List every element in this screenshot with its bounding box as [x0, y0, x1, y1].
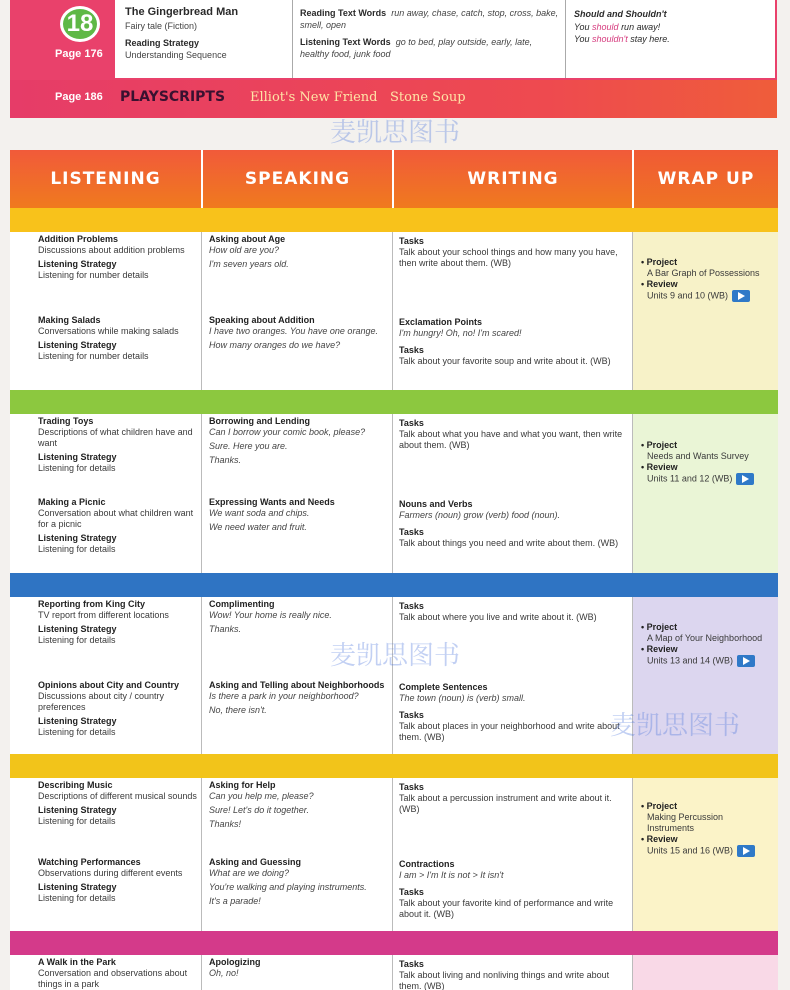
writing-task: Talk about living and nonliving things and write about them. (WB) — [399, 970, 610, 990]
listening-title: Watching Performances — [38, 857, 141, 867]
playscript-story-1: Elliot's New Friend — [250, 90, 378, 105]
speaking-example: Can you help me, please? — [209, 791, 314, 801]
speaking-example: No, there isn't. — [209, 705, 267, 715]
speaking-title: Asking about Age — [209, 234, 286, 244]
listening-strategy-label: Listening Strategy — [38, 805, 117, 815]
column-header-writing: WRITING — [394, 150, 632, 208]
listening-description: Discussions about city / country preferences — [38, 691, 165, 712]
speaking-title: Asking for Help — [209, 780, 276, 790]
listening-cell — [38, 315, 198, 362]
listening-words: Listening Text Words go to bed, play outside, early, late, healthy food, junk food — [300, 37, 533, 59]
column-divider — [392, 778, 393, 931]
review-label: • Review — [641, 833, 678, 844]
project-description: Needs and Wants Survey — [647, 450, 749, 461]
listening-cell — [38, 780, 198, 827]
column-header-speaking: SPEAKING — [203, 150, 392, 208]
listening-strategy-label: Listening Strategy — [38, 533, 117, 543]
speaking-title: Asking and Telling about Neighborhoods — [209, 680, 385, 690]
speaking-example: You're walking and playing instruments. — [209, 882, 367, 892]
column-divider — [632, 597, 633, 754]
writing-task: Talk about places in your neighborhood and write about them. (WB) — [399, 721, 620, 742]
speaking-title: Speaking about Addition — [209, 315, 315, 325]
writing-cell — [399, 236, 627, 269]
speaking-example: Can I borrow your comic book, please? — [209, 427, 366, 437]
listening-strategy-label: Listening Strategy — [38, 882, 117, 892]
writing-grammar-title: Exclamation Points — [399, 317, 483, 327]
listening-title: Trading Toys — [38, 416, 94, 426]
story-genre: Fairy tale (Fiction) — [125, 21, 198, 31]
writing-tasks-label: Tasks — [399, 782, 424, 792]
writing-grammar-title: Contractions — [399, 859, 455, 869]
speaking-cell — [209, 416, 387, 466]
reading-words: Reading Text Words run away, chase, catch, stop, cross, bake, smell, open — [300, 8, 559, 30]
listening-cell — [38, 416, 198, 474]
wrap-up-panel — [633, 778, 778, 931]
column-divider — [632, 778, 633, 931]
column-divider — [632, 955, 633, 990]
column-divider — [392, 414, 393, 573]
listening-description: Conversation and observations about things in a park — [38, 968, 188, 989]
writing-task: Talk about your favorite soup and write about it. (WB) — [399, 356, 611, 366]
speaking-example: Wow! Your home is really nice. — [209, 610, 332, 620]
wrap-up-cell — [641, 622, 771, 667]
speaking-cell — [209, 780, 387, 830]
column-divider — [392, 955, 393, 990]
listening-title: Addition Problems — [38, 234, 119, 244]
writing-tasks-label: Tasks — [399, 345, 424, 355]
review-label: • Review — [641, 643, 678, 654]
play-video-icon[interactable] — [736, 473, 754, 485]
watermark: 麦凯思图书 — [610, 711, 741, 741]
project-description: A Map of Your Neighborhood — [647, 632, 763, 643]
project-label: • Project — [641, 800, 678, 811]
column-divider — [201, 778, 202, 931]
wrap-up-cell — [641, 440, 771, 485]
review-description: Units 13 and 14 (WB) — [647, 654, 734, 665]
writing-cell — [399, 859, 627, 920]
writing-task: Talk about things you need and write about them. (WB) — [399, 538, 619, 548]
column-divider — [201, 414, 202, 573]
listening-cell — [38, 234, 198, 281]
unit-band-1 — [10, 208, 778, 232]
review-line — [641, 473, 771, 485]
wrap-up-panel — [633, 414, 778, 573]
speaking-example: Is there a park in your neighborhood? — [209, 691, 359, 701]
speaking-example: What are we doing? — [209, 868, 290, 878]
column-divider — [201, 232, 202, 390]
listening-description: Conversation about what children want for a picnic — [38, 508, 194, 529]
review-description: Units 9 and 10 (WB) — [647, 290, 729, 301]
speaking-cell — [209, 315, 387, 351]
story-title: The Gingerbread Man — [125, 6, 239, 18]
unit-page-label: Page 176 — [55, 48, 103, 60]
project-label: • Project — [641, 621, 678, 632]
listening-title: Describing Music — [38, 780, 113, 790]
writing-cell — [399, 601, 627, 623]
speaking-example: It's a parade! — [209, 896, 261, 906]
speaking-example: Oh, no! — [209, 968, 239, 978]
listening-description: TV report from different locations — [38, 610, 169, 620]
reading-strategy-label: Reading Strategy — [125, 38, 200, 48]
writing-grammar-example: I'm hungry! Oh, no! I'm scared! — [399, 328, 522, 338]
writing-task: Talk about your favorite kind of performance and write about it. (WB) — [399, 898, 614, 919]
column-header-wrap-up: WRAP UP — [634, 150, 778, 208]
project-label: • Project — [641, 439, 678, 450]
speaking-example: We need water and fruit. — [209, 522, 307, 532]
speaking-example: Sure. Here you are. — [209, 441, 288, 451]
listening-description: Descriptions of what children have and want — [38, 427, 193, 448]
writing-cell — [399, 959, 627, 990]
listening-description: Descriptions of different musical sounds — [38, 791, 197, 801]
writing-tasks-label: Tasks — [399, 710, 424, 720]
divider — [565, 0, 566, 78]
writing-cell — [399, 782, 627, 815]
divider — [292, 0, 293, 78]
grammar-example-2: You shouldn't stay here. — [574, 34, 670, 44]
speaking-title: Borrowing and Lending — [209, 416, 310, 426]
review-description: Units 11 and 12 (WB) — [647, 472, 733, 483]
writing-task: Talk about what you have and what you want, then write about them. (WB) — [399, 429, 623, 450]
writing-tasks-label: Tasks — [399, 527, 424, 537]
writing-task: Talk about your school things and how many you have, then write about them. (WB) — [399, 247, 618, 268]
column-divider — [392, 232, 393, 390]
column-divider — [201, 955, 202, 990]
writing-grammar-example: I am > I'm It is not > It isn't — [399, 870, 504, 880]
speaking-example: I have two oranges. You have one orange. — [209, 326, 378, 336]
speaking-example: Thanks! — [209, 819, 242, 829]
unit-band-5 — [10, 931, 778, 955]
listening-strategy: Listening for details — [38, 816, 116, 826]
listening-strategy: Listening for details — [38, 635, 116, 645]
review-line — [641, 845, 771, 857]
listening-strategy: Listening for number details — [38, 351, 149, 361]
listening-cell — [38, 497, 198, 555]
playscripts-page: Page 186 — [55, 91, 103, 103]
unit-band-2 — [10, 390, 778, 414]
listening-title: Making Salads — [38, 315, 101, 325]
review-label: • Review — [641, 461, 678, 472]
speaking-title: Asking and Guessing — [209, 857, 302, 867]
project-description: A Bar Graph of Possessions — [647, 268, 760, 278]
writing-grammar-example: Farmers (noun) grow (verb) food (noun). — [399, 510, 561, 520]
speaking-example: I'm seven years old. — [209, 259, 289, 269]
listening-description: Observations during different events — [38, 868, 183, 878]
playscripts-label: PLAYSCRIPTS — [120, 89, 226, 105]
writing-task: Talk about where you live and write about it. (WB) — [399, 612, 597, 622]
listening-description: Discussions about addition problems — [38, 245, 185, 255]
scope-sequence-table — [10, 150, 778, 990]
watermark: 麦凯思图书 — [330, 118, 461, 148]
writing-grammar-example: The town (noun) is (verb) small. — [399, 693, 526, 703]
listening-strategy-label: Listening Strategy — [38, 452, 117, 462]
speaking-example: Thanks. — [209, 624, 242, 634]
writing-cell — [399, 499, 627, 549]
wrap-up-panel — [633, 232, 778, 390]
speaking-cell — [209, 857, 387, 907]
writing-task: Talk about a percussion instrument and write about it. (WB) — [399, 793, 612, 814]
wrap-up-panel — [633, 955, 778, 990]
listening-description: Conversations while making salads — [38, 326, 179, 336]
play-video-icon[interactable] — [737, 655, 755, 667]
unit-band-4 — [10, 754, 778, 778]
listening-title: Reporting from King City — [38, 599, 145, 609]
speaking-example: Thanks. — [209, 455, 242, 465]
speaking-cell — [209, 497, 387, 533]
listening-strategy: Listening for details — [38, 727, 116, 737]
unit-band-3 — [10, 573, 778, 597]
writing-cell — [399, 317, 627, 367]
playscript-story-2: Stone Soup — [390, 90, 466, 105]
play-video-icon[interactable] — [732, 290, 750, 302]
wrap-up-panel — [633, 597, 778, 754]
listening-strategy: Listening for details — [38, 893, 116, 903]
writing-grammar-title: Complete Sentences — [399, 682, 488, 692]
project-label: • Project — [641, 257, 678, 267]
column-divider — [201, 597, 202, 754]
project-description: Making Percussion Instruments — [647, 811, 724, 833]
listening-title: Opinions about City and Country — [38, 680, 179, 690]
listening-strategy-label: Listening Strategy — [38, 716, 117, 726]
speaking-cell — [209, 234, 387, 270]
speaking-example: Sure! Let's do it together. — [209, 805, 309, 815]
unit-number-badge: 18 — [60, 6, 100, 42]
writing-tasks-label: Tasks — [399, 959, 424, 969]
writing-tasks-label: Tasks — [399, 236, 424, 246]
speaking-cell — [209, 957, 387, 982]
column-divider — [632, 414, 633, 573]
play-video-icon[interactable] — [737, 845, 755, 857]
speaking-title: Apologizing — [209, 957, 261, 967]
speaking-cell — [209, 599, 387, 635]
column-divider — [632, 232, 633, 390]
listening-strategy: Listening for number details — [38, 270, 149, 280]
listening-strategy: Listening for details — [38, 463, 116, 473]
listening-title: A Walk in the Park — [38, 957, 116, 967]
watermark: 麦凯思图书 — [330, 641, 461, 671]
listening-cell — [38, 680, 198, 738]
speaking-title: Expressing Wants and Needs — [209, 497, 335, 507]
writing-cell — [399, 682, 627, 743]
speaking-cell — [209, 680, 387, 716]
column-header-listening: LISTENING — [10, 150, 201, 208]
listening-title: Making a Picnic — [38, 497, 106, 507]
writing-tasks-label: Tasks — [399, 601, 424, 611]
playscripts-bar — [10, 80, 777, 118]
wrap-up-cell — [641, 801, 771, 857]
writing-grammar-title: Nouns and Verbs — [399, 499, 473, 509]
review-label: • Review — [641, 279, 678, 289]
writing-tasks-label: Tasks — [399, 887, 424, 897]
speaking-example: How old are you? — [209, 245, 280, 255]
listening-cell — [38, 857, 198, 904]
review-line — [641, 290, 771, 302]
listening-strategy: Listening for details — [38, 544, 116, 554]
grammar-title: Should and Shouldn't — [574, 9, 667, 19]
review-line — [641, 655, 771, 667]
grammar-example-1: You should run away! — [574, 22, 661, 32]
speaking-example: We want soda and chips. — [209, 508, 310, 518]
writing-tasks-label: Tasks — [399, 418, 424, 428]
writing-cell — [399, 418, 627, 451]
reading-strategy: Understanding Sequence — [125, 50, 227, 60]
review-description: Units 15 and 16 (WB) — [647, 844, 734, 855]
speaking-title: Complimenting — [209, 599, 275, 609]
listening-strategy-label: Listening Strategy — [38, 259, 117, 269]
column-divider — [392, 597, 393, 754]
listening-strategy-label: Listening Strategy — [38, 340, 117, 350]
listening-strategy-label: Listening Strategy — [38, 624, 117, 634]
speaking-example: How many oranges do we have? — [209, 340, 341, 350]
wrap-up-cell — [641, 257, 771, 302]
listening-cell — [38, 599, 198, 646]
listening-cell — [38, 957, 198, 990]
